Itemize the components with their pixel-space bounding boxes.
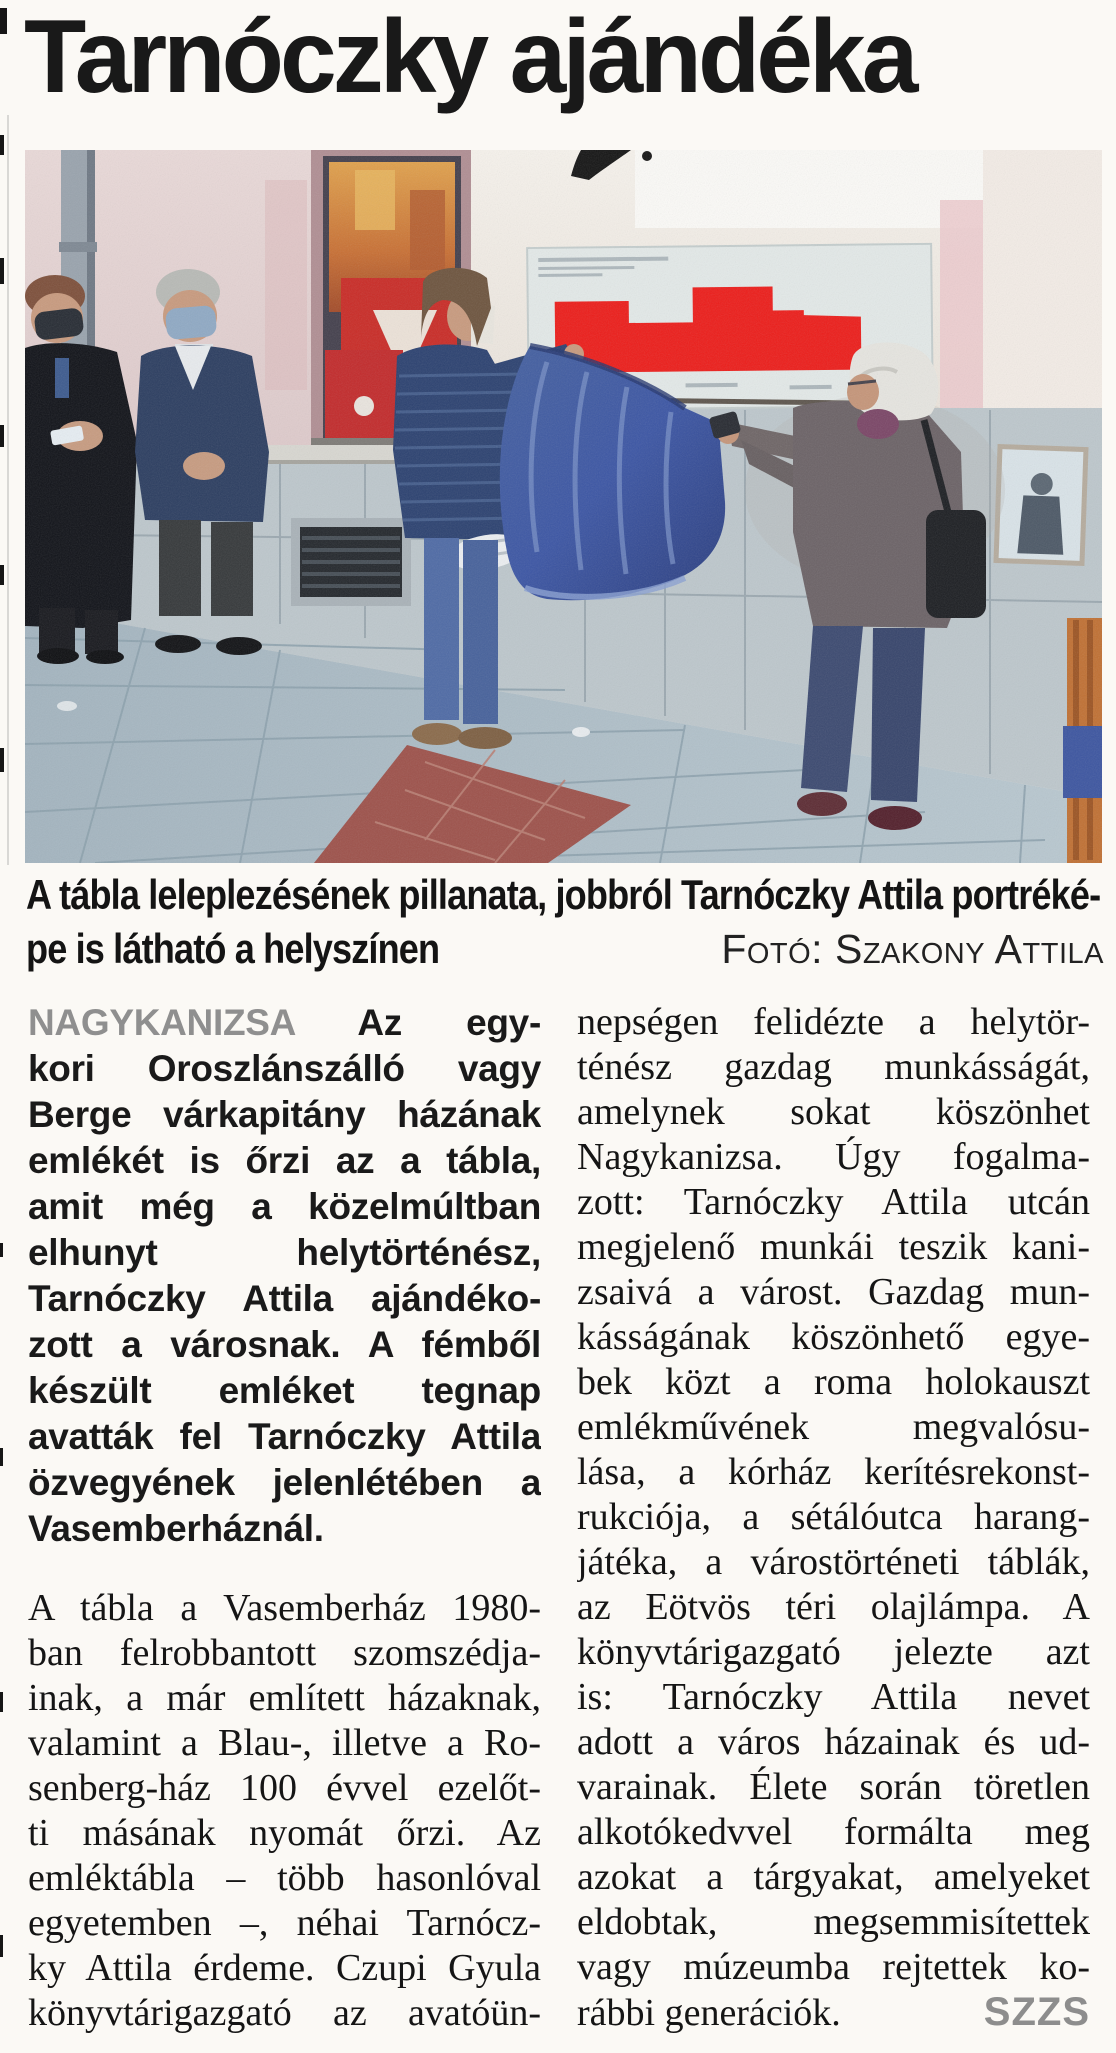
- text-line: amelynek sokat köszönhet: [577, 1091, 1090, 1133]
- text-line: kori Oroszlánszálló vagy: [28, 1048, 541, 1089]
- text-line: kásságának köszönhető egye-: [577, 1316, 1090, 1358]
- text-line: készült emléket tegnap: [28, 1370, 541, 1411]
- text-line: emlékművének megvalósu-: [577, 1406, 1090, 1448]
- text-line: Vasemberháznál.: [28, 1508, 324, 1549]
- text-line: ténész gazdag munkásságát,: [577, 1046, 1090, 1088]
- article-photo: [25, 150, 1102, 863]
- text-line: eldobtak, megsemmisítettek: [577, 1901, 1090, 1943]
- text-line: ti másának nyomát őrzi. Az: [28, 1812, 541, 1854]
- text-line: adott a város házainak és ud-: [577, 1721, 1090, 1763]
- photo-credit: Fotó: Szakony Attila: [721, 926, 1104, 972]
- scan-artifact: [0, 1692, 3, 1712]
- paragraph: [28, 1586, 541, 2036]
- text-line: zsaivá a várost. Gazdag mun-: [577, 1271, 1090, 1313]
- photo-grain: [25, 150, 1102, 863]
- text-line: nepségen felidézte a helytör-: [577, 1001, 1090, 1043]
- author-initials: SZZS: [983, 1990, 1090, 2034]
- scan-artifact: [0, 1935, 3, 1957]
- text-line: NAGYKANIZSA Az egy-: [28, 1002, 541, 1043]
- scan-artifact: [0, 565, 4, 585]
- text-line: Nagykanizsa. Úgy fogalma-: [577, 1136, 1090, 1178]
- text-line: megjelenő munkái teszik kani-: [577, 1226, 1090, 1268]
- text-line: zott: Tarnóczky Attila utcán: [577, 1181, 1090, 1223]
- text-line: vagy múzeumba rejtettek ko-: [577, 1946, 1090, 1988]
- article-column-right: [577, 1000, 1090, 2036]
- text-line: játéka, a várostörténeti táblák,: [577, 1541, 1090, 1583]
- headline: [24, 0, 1109, 115]
- text-line: valamint a Blau-, illetve a Ro-: [28, 1722, 541, 1764]
- text-line: lása, a kórház kerítésrekonst-: [577, 1451, 1090, 1493]
- text-line: ky Attila érdeme. Czupi Gyula: [28, 1947, 541, 1989]
- headline-text: Tarnóczky ajándéka: [24, 0, 915, 115]
- scan-artifact: [0, 1448, 3, 1466]
- scan-artifact: [0, 258, 4, 284]
- text-line: senberg-ház 100 évvel ezelőt-: [28, 1767, 541, 1809]
- text-line-fragment: rábbi generációk.: [577, 1992, 841, 2034]
- scan-artifact: [0, 1243, 3, 1257]
- text-line: ban felrobbantott szomszédja-: [28, 1632, 541, 1674]
- scan-artifact: [0, 135, 4, 155]
- text-line: [577, 1990, 1090, 2036]
- text-line: Berge várkapitány házának: [28, 1094, 541, 1135]
- scan-edge-line: [7, 115, 9, 865]
- article-column-left: [28, 1000, 541, 2036]
- text-line: azokat a tárgyakat, amelyeket: [577, 1856, 1090, 1898]
- text-line: alkotókedvvel formálta meg: [577, 1811, 1090, 1853]
- text-line: özvegyének jelenlétében a: [28, 1462, 541, 1503]
- scan-artifact: [0, 748, 4, 772]
- scan-artifact: [0, 425, 4, 447]
- text-line: zott a városnak. A fémből: [28, 1324, 541, 1365]
- text-line: Tarnóczky Attila ajándéko-: [28, 1278, 541, 1319]
- text-line: inak, a már említett házaknak,: [28, 1677, 541, 1719]
- text-line: A tábla a Vasemberház 1980-: [28, 1587, 541, 1629]
- text-line: könyvtárigazgató jelezte azt: [577, 1631, 1090, 1673]
- text-line: emléktábla – több hasonlóval: [28, 1857, 541, 1899]
- text-line: bek közt a roma holokauszt: [577, 1361, 1090, 1403]
- caption-line-2: pe is látható a helyszínen Fotó: Szakony Attila: [26, 925, 1104, 972]
- text-line: elhunyt helytörténész,: [28, 1232, 541, 1273]
- text-line: amit még a közelmúltban: [28, 1186, 541, 1227]
- photo-illustration: [25, 150, 1102, 863]
- text-line: avatták fel Tarnóczky Attila: [28, 1416, 541, 1457]
- text-line: könyvtárigazgató az avatóün-: [28, 1992, 541, 2034]
- text-line: az Eötvös téri olajlámpa. A: [577, 1586, 1090, 1628]
- text-line: is: Tarnóczky Attila nevet: [577, 1676, 1090, 1718]
- scan-artifact: [0, 8, 7, 34]
- text-line: varainak. Élete során töretlen: [577, 1766, 1090, 1808]
- paragraph: [28, 1000, 541, 1552]
- location-kicker: NAGYKANIZSA: [28, 1002, 358, 1043]
- paragraph: [577, 1000, 1090, 2036]
- text-line: egyetemben –, néhai Tarnócz-: [28, 1902, 541, 1944]
- caption-line-1: A tábla leleplezésének pillanata, jobbról Tarnóczky Attila portréké-: [26, 871, 1101, 918]
- text-line: rukciója, a sétálóutca harang-: [577, 1496, 1090, 1538]
- article-body: [28, 1000, 1090, 2036]
- photo-caption: [26, 869, 1104, 977]
- text-line: emlékét is őrzi az a tábla,: [28, 1140, 541, 1181]
